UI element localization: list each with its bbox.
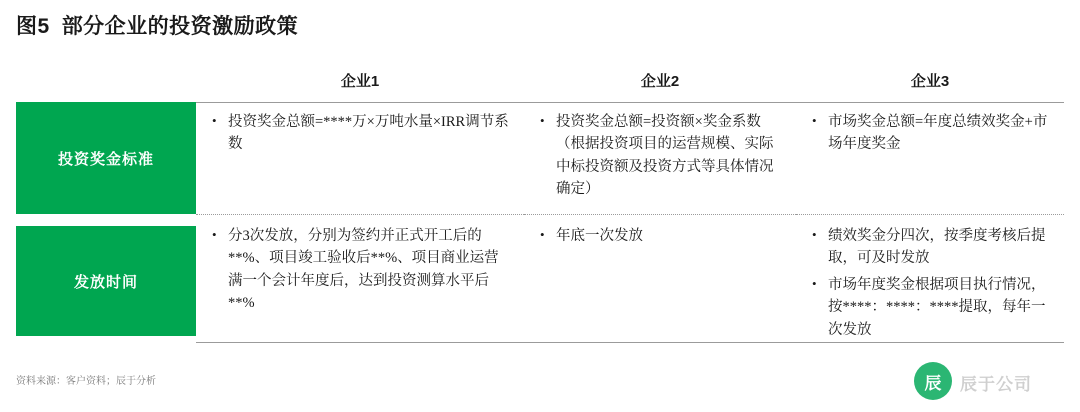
list-item: • 投资奖金总额=****万×万吨水量×IRR调节系数 <box>210 111 510 156</box>
watermark <box>914 360 1064 404</box>
list-item: • 绩效奖金分四次，按季度考核后提取，可及时发放 <box>810 225 1050 270</box>
row-label-payout-time: 发放时间 <box>16 226 196 336</box>
source-note: 资料来源：客户资料；辰于分析 <box>16 376 156 387</box>
header-corner-cell <box>16 58 196 102</box>
list-item: • 年底一次发放 <box>538 225 782 247</box>
table-row <box>16 102 1064 214</box>
cell-row1-col1 <box>196 102 524 214</box>
watermark-logo-icon: 辰 <box>914 362 952 400</box>
list-item: • 市场年度奖金根据项目执行情况，按****：****：****提取，每年一次发放 <box>810 274 1050 341</box>
list-item: • 分3次发放，分别为签约并正式开工后的**%、项目竣工验收后**%、项目商业运营满一个会计年度后，达到投资测算水平后**% <box>210 225 510 315</box>
watermark-text: 辰于公司 <box>960 375 1032 394</box>
cell-row2-col2 <box>524 214 796 324</box>
cell-row2-col3 <box>796 214 1064 338</box>
row-label-investment-bonus-standard: 投资奖金标准 <box>16 102 196 214</box>
figure-title-text: 部分企业的投资激励政策 <box>61 15 299 38</box>
list-item: • 投资奖金总额=投资额×奖金系数（根据投资项目的运营规模、实际中标投资额及投资方式等具体情况确定） <box>538 111 782 201</box>
column-header-3: 企业3 <box>910 72 950 90</box>
cell-row1-col3 <box>796 102 1064 214</box>
table-bottom-rule <box>196 342 1064 343</box>
column-header-1: 企业1 <box>340 72 380 90</box>
cell-row1-col2 <box>524 102 796 214</box>
policy-table <box>16 58 1064 336</box>
figure-label: 图5 <box>16 15 50 38</box>
list-item: • 市场奖金总额=年度总绩效奖金+市场年度奖金 <box>810 111 1050 156</box>
page-title <box>16 10 298 40</box>
column-header-2: 企业2 <box>640 72 680 90</box>
table-row <box>16 214 1064 336</box>
cell-row2-col1 <box>196 214 524 324</box>
table-header-row <box>16 58 1064 102</box>
